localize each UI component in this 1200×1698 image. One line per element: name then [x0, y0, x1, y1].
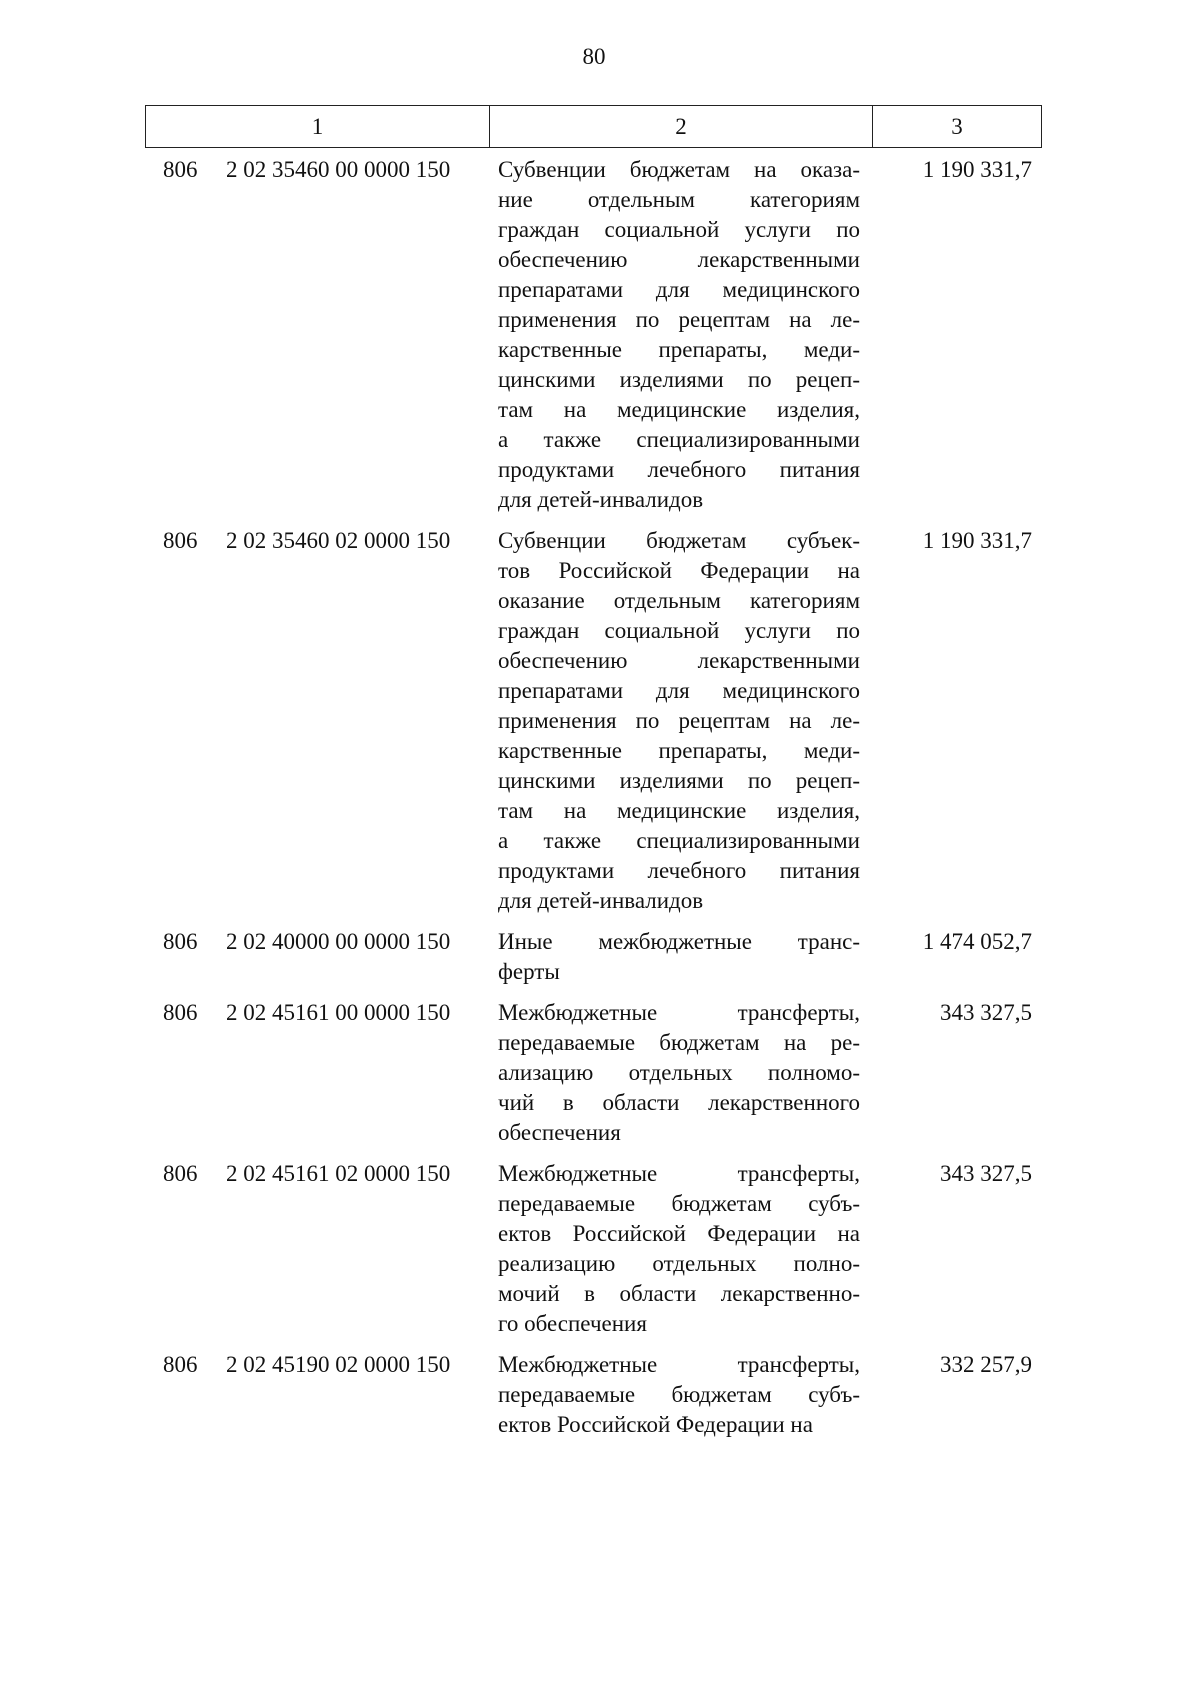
description-line: применения по рецептам на ле-: [498, 307, 860, 332]
description-line: там на медицинские изделия,: [498, 798, 860, 823]
budget-code: 2 02 45190 02 0000 150: [226, 1352, 451, 1377]
admin-code: 806: [163, 929, 198, 954]
budget-code: 2 02 45161 00 0000 150: [226, 1000, 451, 1025]
description-line: Межбюджетные трансферты,: [498, 1000, 860, 1025]
description-line: Межбюджетные трансферты,: [498, 1161, 860, 1186]
amount: 1 474 052,7: [922, 929, 1032, 954]
description-line: ферты: [498, 959, 560, 984]
description-line: обеспечения: [498, 1120, 621, 1145]
description-line: для детей-инвалидов: [498, 888, 704, 913]
description-line: ектов Российской Федерации на: [498, 1412, 813, 1437]
description-line: передаваемые бюджетам на ре-: [498, 1030, 860, 1055]
table-header: [145, 105, 1042, 148]
description-line: граждан социальной услуги по: [498, 217, 860, 242]
admin-code: 806: [163, 157, 198, 182]
header-col-3: 3: [951, 113, 963, 139]
budget-code: 2 02 45161 02 0000 150: [226, 1161, 451, 1186]
header-col-1: 1: [146, 106, 490, 147]
header-col-2: 2: [490, 106, 873, 147]
description-line: ние отдельным категориям: [498, 187, 860, 212]
description: [498, 998, 860, 1148]
budget-code: 2 02 35460 00 0000 150: [226, 157, 451, 182]
description-line: там на медицинские изделия,: [498, 397, 860, 422]
table-row: [145, 1350, 1042, 1440]
description-line: Субвенции бюджетам на оказа-: [498, 157, 860, 182]
admin-code: 806: [163, 528, 198, 553]
description-line: ектов Российской Федерации на: [498, 1221, 860, 1246]
admin-code: 806: [163, 1000, 198, 1025]
description-line: продуктами лечебного питания: [498, 457, 860, 482]
table-row: [145, 526, 1042, 916]
description: [498, 1350, 860, 1440]
table-row: [145, 998, 1042, 1148]
description-line: оказание отдельным категориям: [498, 588, 860, 613]
description-line: тов Российской Федерации на: [498, 558, 860, 583]
description-line: цинскими изделиями по рецеп-: [498, 367, 860, 392]
description-line: цинскими изделиями по рецеп-: [498, 768, 860, 793]
description: [498, 155, 860, 515]
table-row: [145, 1159, 1042, 1339]
description-line: мочий в области лекарственно-: [498, 1281, 860, 1306]
description-line: Иные межбюджетные транс-: [498, 929, 860, 954]
description-line: передаваемые бюджетам субъ-: [498, 1382, 860, 1407]
table-body: [145, 155, 1042, 1451]
description-line: передаваемые бюджетам субъ-: [498, 1191, 860, 1216]
description-line: обеспечению лекарственными: [498, 247, 860, 272]
description: [498, 526, 860, 916]
table-row: [145, 155, 1042, 515]
amount: 1 190 331,7: [922, 157, 1032, 182]
admin-code: 806: [163, 1352, 198, 1377]
description-line: продуктами лечебного питания: [498, 858, 860, 883]
description-line: Межбюджетные трансферты,: [498, 1352, 860, 1377]
amount: 332 257,9: [940, 1352, 1032, 1377]
description-line: граждан социальной услуги по: [498, 618, 860, 643]
amount: 343 327,5: [940, 1161, 1032, 1186]
description-line: препаратами для медицинского: [498, 277, 860, 302]
table-row: [145, 927, 1042, 987]
description-line: реализацию отдельных полно-: [498, 1251, 860, 1276]
description: [498, 927, 860, 987]
description-line: чий в области лекарственного: [498, 1090, 860, 1115]
page-number: 80: [582, 44, 606, 69]
budget-code: 2 02 40000 00 0000 150: [226, 929, 451, 954]
description-line: для детей-инвалидов: [498, 487, 704, 512]
amount: 343 327,5: [940, 1000, 1032, 1025]
description-line: карственные препараты, меди-: [498, 738, 860, 763]
description-line: го обеспечения: [498, 1311, 647, 1336]
description-line: а также специализированными: [498, 427, 860, 452]
description-line: применения по рецептам на ле-: [498, 708, 860, 733]
description-line: Субвенции бюджетам субъек-: [498, 528, 860, 553]
description-line: препаратами для медицинского: [498, 678, 860, 703]
budget-code: 2 02 35460 02 0000 150: [226, 528, 451, 553]
description-line: ализацию отдельных полномо-: [498, 1060, 860, 1085]
admin-code: 806: [163, 1161, 198, 1186]
description: [498, 1159, 860, 1339]
description-line: обеспечению лекарственными: [498, 648, 860, 673]
description-line: карственные препараты, меди-: [498, 337, 860, 362]
amount: 1 190 331,7: [922, 528, 1032, 553]
description-line: а также специализированными: [498, 828, 860, 853]
